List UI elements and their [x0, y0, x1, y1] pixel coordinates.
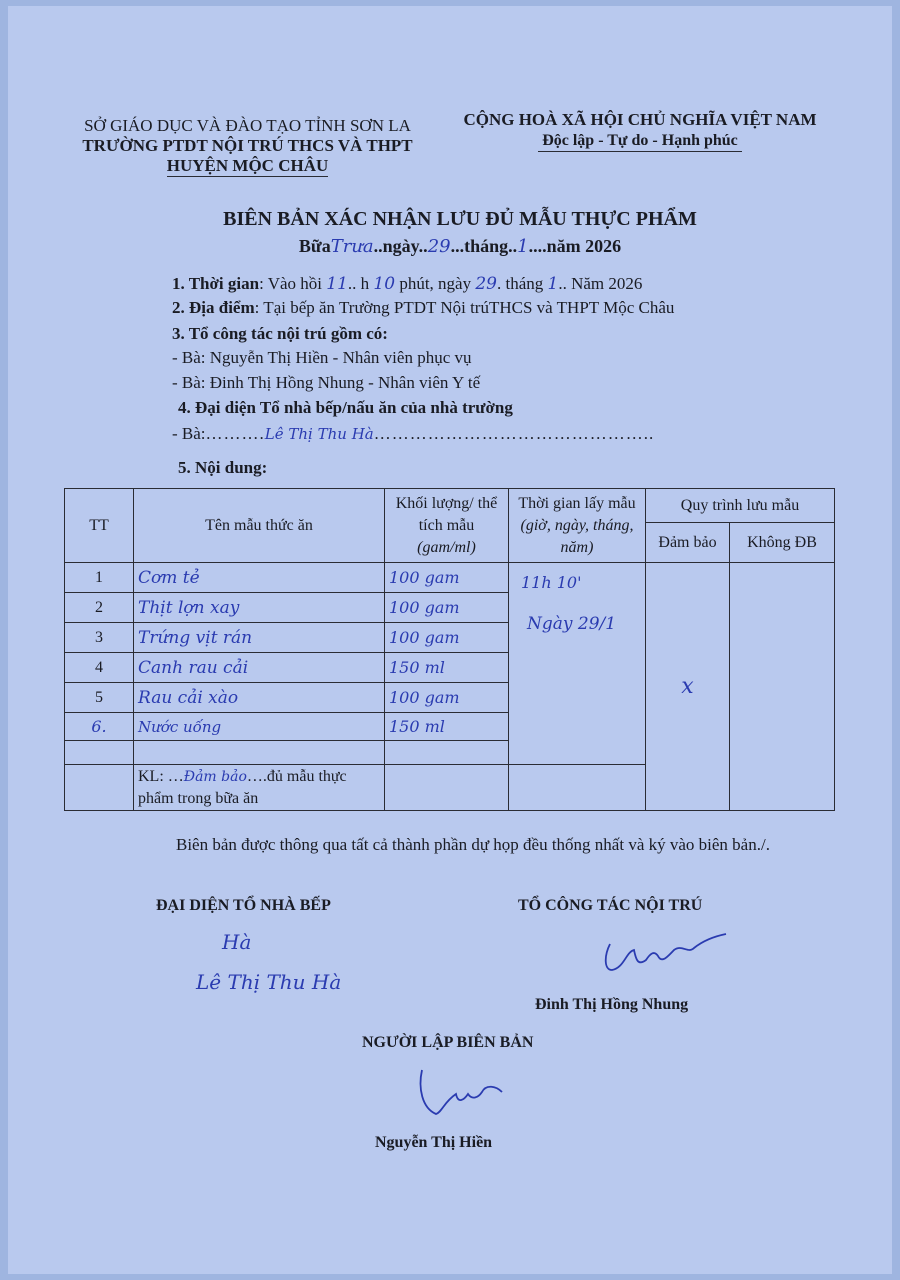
not-ok-cell [730, 563, 835, 811]
year-label: ....năm 2026 [528, 236, 622, 256]
kitchen-rep-title: ĐẠI DIỆN TỔ NHÀ BẾP [156, 897, 331, 914]
row-food-name: Trứng vịt rán [134, 623, 385, 653]
header-volume [385, 489, 509, 563]
row-volume: 150 ml [385, 713, 509, 741]
kitchen-rep-name: Lê Thị Thu Hà [264, 425, 374, 443]
team-member-1: - Bà: Nguyễn Thị Hiền - Nhân viên phục vụ [172, 348, 472, 367]
item-time-text-4: . tháng [496, 274, 544, 293]
boarding-team-title: TỔ CÔNG TÁC NỘI TRÚ [518, 897, 703, 914]
day-value: 29 [427, 236, 451, 257]
empty-cell [65, 741, 134, 765]
row-tt: 2 [65, 593, 134, 623]
row-food-name: Thịt lợn xay [134, 593, 385, 623]
conclusion-value: Đảm bảo [183, 768, 247, 785]
kitchen-rep-prefix: - Bà: [172, 424, 206, 443]
row-food-name: Canh rau cải [134, 653, 385, 683]
item-time [172, 274, 642, 294]
empty-cell [509, 765, 646, 811]
nation-name: CỘNG HOÀ XÃ HỘI CHỦ NGHĨA VIỆT NAM [463, 110, 817, 129]
sample-time: 11h 10' [521, 573, 582, 592]
empty-cell [65, 765, 134, 811]
kitchen-rep [172, 424, 654, 444]
food-sample-table [64, 488, 835, 811]
sample-time-cell [509, 563, 646, 765]
item-time-text-2: .. h [347, 274, 370, 293]
header-volume-unit: (gam/ml) [417, 538, 476, 556]
item-time-text-5: .. Năm 2026 [558, 274, 643, 293]
meal-label: Bữa [298, 236, 331, 256]
closing-statement: Biên bản được thông qua tất cả thành phần dự họp đều thống nhất và ký vào biên bản./. [176, 835, 770, 854]
conclusion-prefix: KL: … [138, 767, 184, 785]
day-label: ..ngày.. [373, 236, 428, 256]
boarding-team-signer: Đinh Thị Hồng Nhung [535, 996, 689, 1013]
row-food-name: Cơm tẻ [134, 563, 385, 593]
document-subtitle [0, 236, 900, 257]
month-label: ...tháng.. [450, 236, 518, 256]
kitchen-rep-trail: ……………………………………….. [373, 424, 655, 443]
row-volume: 100 gam [385, 623, 509, 653]
kitchen-signature-name: Lê Thị Thu Hà [196, 970, 342, 994]
item-location-text: : Tại bếp ăn Trường PTDT Nội trúTHCS và THPT Mộc Châu [254, 298, 675, 317]
header-time-text: Thời gian lấy mẫu [518, 494, 636, 512]
row-food-name: Nước uống [134, 713, 385, 741]
header-left [70, 116, 425, 177]
item-content-label: 5. Nội dung: [178, 458, 268, 477]
hour-value: 11 [326, 274, 348, 294]
conclusion-cell [134, 765, 385, 811]
date-month-value: 1 [547, 274, 559, 294]
kitchen-rep-lead: ………. [205, 424, 265, 443]
item-team-label: 3. Tổ công tác nội trú gồm có: [172, 324, 388, 343]
empty-cell [134, 741, 385, 765]
header-ok: Đảm bảo [646, 523, 730, 563]
team-member-2: - Bà: Đinh Thị Hồng Nhung - Nhân viên Y tế [172, 373, 481, 392]
header-food-name: Tên mẫu thức ăn [134, 489, 385, 563]
item-time-text-3: phút, ngày [399, 274, 472, 293]
hien-signature [412, 1064, 512, 1124]
item-time-label: 1. Thời gian [172, 274, 260, 293]
conclusion-suffix: ….đủ mẫu thực phẩm trong bữa ăn [138, 767, 347, 807]
row-tt: 4 [65, 653, 134, 683]
sample-date: Ngày 29/1 [527, 614, 617, 634]
row-tt: 6. [65, 713, 134, 741]
minute-value: 10 [373, 274, 396, 294]
date-day-value: 29 [475, 274, 497, 294]
row-food-name: Rau cải xào [134, 683, 385, 713]
empty-cell [385, 741, 509, 765]
row-volume: 100 gam [385, 593, 509, 623]
header-time-unit: (giờ, ngày, tháng, năm) [520, 516, 634, 556]
minutes-writer-name: Nguyễn Thị Hiền [375, 1134, 493, 1151]
header-tt: TT [65, 489, 134, 563]
header-volume-text: Khối lượng/ thể tích mẫu [395, 494, 498, 534]
ok-mark: x [681, 674, 694, 699]
row-tt: 1 [65, 563, 134, 593]
document-title: BIÊN BẢN XÁC NHẬN LƯU ĐỦ MẪU THỰC PHẨM [223, 208, 697, 230]
header-not-ok: Không ĐB [730, 523, 835, 563]
district-name: HUYỆN MỘC CHÂU [166, 156, 329, 175]
school-name: TRƯỜNG PTDT NỘI TRÚ THCS VÀ THPT [82, 136, 413, 155]
header-procedure: Quy trình lưu mẫu [646, 489, 835, 523]
header-time [509, 489, 646, 563]
nhung-signature [596, 926, 736, 978]
row-tt: 5 [65, 683, 134, 713]
row-volume: 150 ml [385, 653, 509, 683]
month-value: 1 [517, 236, 529, 257]
header-right [460, 110, 820, 152]
empty-cell [385, 765, 509, 811]
item-location [172, 298, 674, 318]
ok-cell [646, 563, 730, 811]
minutes-writer-title: NGƯỜI LẬP BIÊN BẢN [362, 1034, 534, 1051]
row-volume: 100 gam [385, 563, 509, 593]
row-volume: 100 gam [385, 683, 509, 713]
row-tt: 3 [65, 623, 134, 653]
kitchen-signature: Hà [222, 930, 252, 954]
item-kitchen-label: 4. Đại diện Tổ nhà bếp/nấu ăn của nhà trường [178, 398, 513, 417]
motto: Độc lập - Tự do - Hạnh phúc [538, 132, 742, 152]
table-row [65, 563, 835, 593]
department-name: SỞ GIÁO DỤC VÀ ĐÀO TẠO TỈNH SƠN LA [84, 116, 411, 135]
item-time-text-1: : Vào hồi [259, 274, 323, 293]
item-location-label: 2. Địa điểm [172, 298, 255, 317]
meal-value: Trưa [330, 236, 374, 257]
